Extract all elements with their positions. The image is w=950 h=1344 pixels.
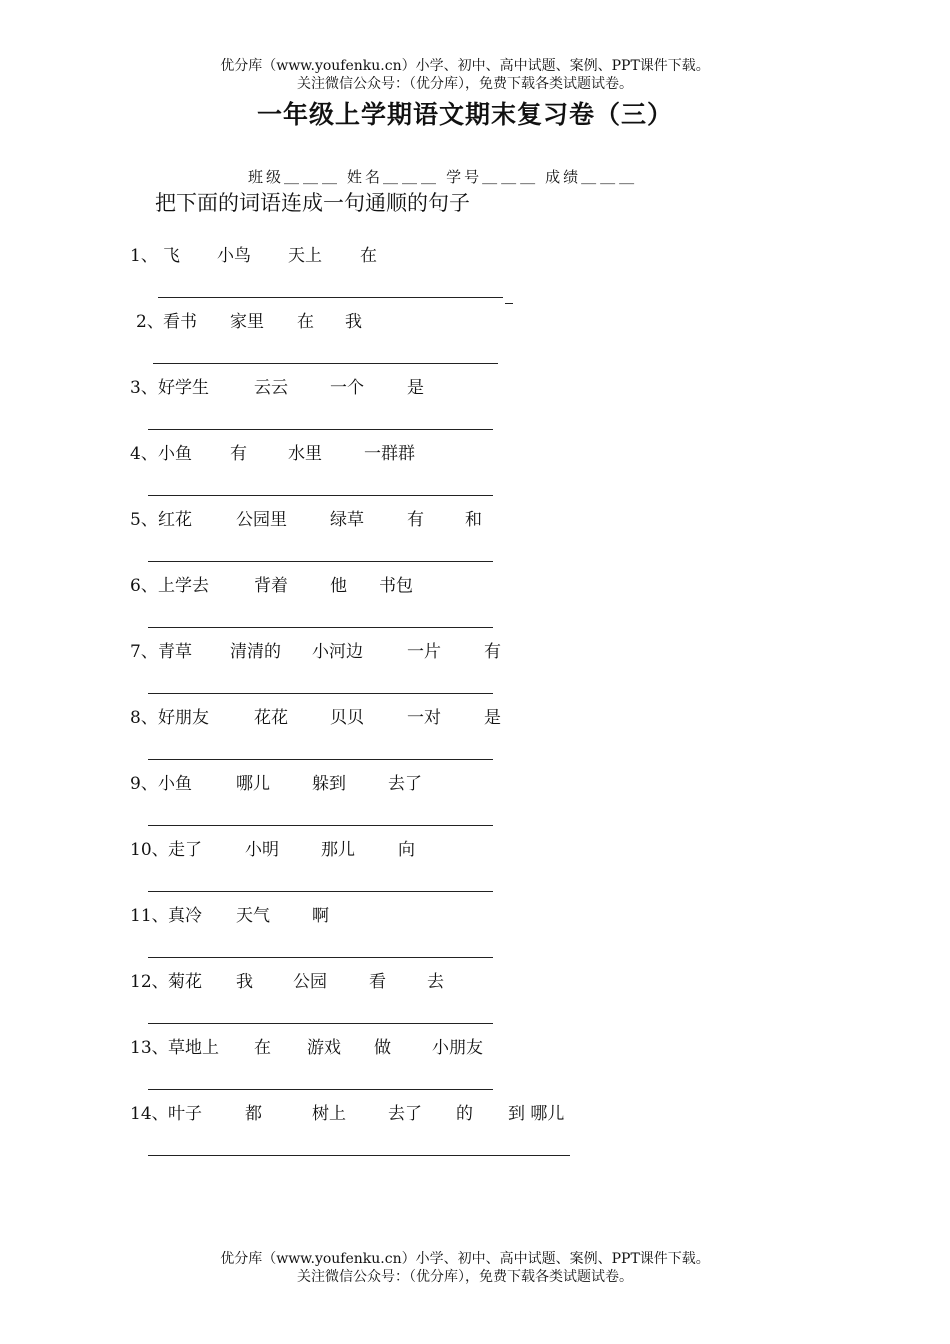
answer-line[interactable] [153, 363, 498, 364]
question-word: 到 哪儿 [508, 1104, 565, 1124]
question-number: 9、 [130, 774, 158, 794]
question-word: 游戏 [307, 1038, 341, 1058]
name-blank: ＿＿＿ [383, 168, 441, 186]
question-word: 花花 [254, 708, 288, 728]
answer-line[interactable] [148, 429, 493, 430]
instruction: 把下面的词语连成一句通顺的句子 [155, 191, 470, 215]
answer-line[interactable] [148, 495, 493, 496]
question-word: 公园里 [236, 510, 287, 530]
question-word: 在 [297, 312, 314, 332]
answer-line[interactable] [148, 759, 493, 760]
question-word: 清清的 [230, 642, 281, 662]
question-word: 我 [236, 972, 253, 992]
question-word: 红花 [158, 510, 192, 530]
question-number: 12、 [130, 972, 169, 992]
score-label: 成绩 [545, 168, 582, 186]
answer-line[interactable] [148, 693, 493, 694]
question-word: 家里 [230, 312, 264, 332]
answer-line[interactable] [148, 1155, 570, 1156]
question-word: 看书 [163, 312, 197, 332]
question-word: 看 [369, 972, 386, 992]
question-word: 那儿 [321, 840, 355, 860]
question-word: 天上 [288, 246, 322, 266]
question-number: 10、 [130, 840, 169, 860]
question-word: 都 [245, 1104, 262, 1124]
question-word: 真冷 [168, 906, 202, 926]
question-word: 菊花 [168, 972, 202, 992]
question-number: 6、 [130, 576, 158, 596]
answer-line[interactable] [158, 297, 503, 298]
question-number: 14、 [130, 1104, 169, 1124]
answer-line[interactable] [148, 891, 493, 892]
question-word: 书包 [379, 576, 413, 596]
question-word: 背着 [254, 576, 288, 596]
question-number: 13、 [130, 1038, 169, 1058]
question-number: 5、 [130, 510, 158, 530]
question-number: 4、 [130, 444, 158, 464]
question-word: 好朋友 [158, 708, 209, 728]
question-word: 躲到 [312, 774, 346, 794]
question-word: 他 [330, 576, 347, 596]
question-word: 向 [398, 840, 415, 860]
question-word: 有 [407, 510, 424, 530]
question-word: 啊 [312, 906, 329, 926]
page-title: 一年级上学期语文期末复习卷（三） [256, 100, 673, 129]
question-word: 我 [345, 312, 362, 332]
answer-line[interactable] [148, 957, 493, 958]
question-word: 上学去 [158, 576, 209, 596]
answer-line[interactable] [148, 561, 493, 562]
question-word: 小鱼 [158, 444, 192, 464]
question-word: 去了 [388, 774, 422, 794]
question-number: 2、 [136, 312, 164, 332]
question-word: 树上 [312, 1104, 346, 1124]
footer-line-2: 关注微信公众号：（优分库），免费下载各类试题试卷。 [297, 1269, 633, 1285]
question-word: 飞 [163, 246, 180, 266]
question-word: 绿草 [330, 510, 364, 530]
question-word: 公园 [293, 972, 327, 992]
question-word: 有 [230, 444, 247, 464]
question-word: 在 [254, 1038, 271, 1058]
name-label: 姓名 [347, 168, 384, 186]
question-word: 一片 [407, 642, 441, 662]
header-line-1: 优分库（www.youfenku.cn）小学、初中、高中试题、案例、PPT课件下载。 [220, 58, 710, 74]
footer-line-1: 优分库（www.youfenku.cn）小学、初中、高中试题、案例、PPT课件下载。 [220, 1251, 710, 1267]
answer-line[interactable] [148, 1023, 493, 1024]
question-word: 去了 [388, 1104, 422, 1124]
answer-line[interactable] [148, 627, 493, 628]
question-word: 草地上 [168, 1038, 219, 1058]
question-word: 小明 [245, 840, 279, 860]
question-word: 天气 [236, 906, 270, 926]
question-word: 贝贝 [330, 708, 364, 728]
question-number: 11、 [130, 906, 169, 926]
question-number: 3、 [130, 378, 158, 398]
question-word: 一个 [330, 378, 364, 398]
class-label: 班级 [248, 168, 285, 186]
id-label: 学号 [446, 168, 483, 186]
question-word: 在 [360, 246, 377, 266]
id-blank: ＿＿＿ [482, 168, 540, 186]
score-blank: ＿＿＿ [581, 168, 639, 186]
question-word: 叶子 [168, 1104, 202, 1124]
question-number: 7、 [130, 642, 158, 662]
answer-line-tail [505, 303, 513, 304]
question-word: 去 [427, 972, 444, 992]
question-word: 小河边 [312, 642, 363, 662]
question-word: 哪儿 [236, 774, 270, 794]
question-word: 云云 [254, 378, 288, 398]
student-info-row [248, 166, 644, 187]
question-word: 好学生 [158, 378, 209, 398]
answer-line[interactable] [148, 825, 493, 826]
question-word: 水里 [288, 444, 322, 464]
class-blank: ＿＿＿ [284, 168, 342, 186]
question-word: 的 [456, 1104, 473, 1124]
answer-line[interactable] [148, 1089, 493, 1090]
question-word: 青草 [158, 642, 192, 662]
question-word: 是 [407, 378, 424, 398]
question-word: 和 [465, 510, 482, 530]
question-word: 小鸟 [217, 246, 251, 266]
question-word: 一群群 [364, 444, 415, 464]
question-word: 有 [484, 642, 501, 662]
question-word: 是 [484, 708, 501, 728]
question-word: 小朋友 [432, 1038, 483, 1058]
question-word: 小鱼 [158, 774, 192, 794]
question-number: 8、 [130, 708, 158, 728]
question-word: 走了 [168, 840, 202, 860]
question-word: 做 [374, 1038, 391, 1058]
header-line-2: 关注微信公众号：（优分库），免费下载各类试题试卷。 [297, 76, 633, 92]
question-word: 一对 [407, 708, 441, 728]
question-number: 1、 [130, 246, 158, 266]
